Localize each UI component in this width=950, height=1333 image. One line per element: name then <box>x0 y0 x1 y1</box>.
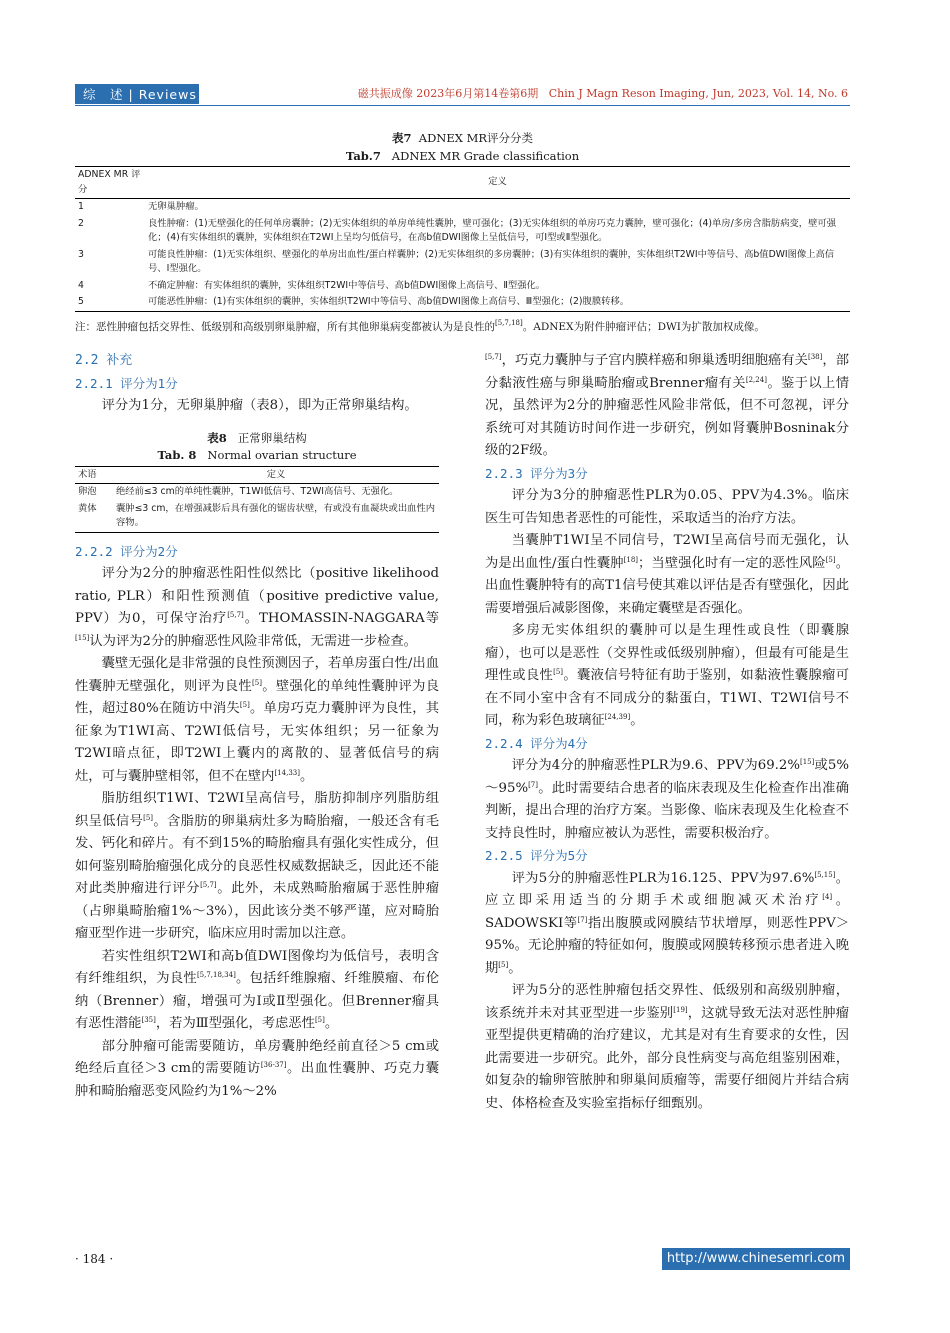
table7-grade-cell: 3 <box>78 248 84 260</box>
citation: [5,15] <box>814 870 836 879</box>
citation: [5,7,18,34] <box>196 971 236 979</box>
paragraph: 多房无实体组织的囊肿可以是生理性或良性（即囊腺瘤），也可以是恶性（交界性或低级别肿瘤），但最有可能是生理性或良性[5]。囊液信号特征有助于鉴别，如黏液性囊腺瘤可在不同小室中含有不同成分的黏蛋白，T1WI、T2WI信号不同，称为彩色玻璃征[24,39]。 <box>485 623 850 728</box>
table7-grade-cell: 2 <box>78 217 84 229</box>
table8-col-term: 术语 <box>78 468 97 480</box>
table8-term-cell: 卵泡 <box>78 486 97 497</box>
citation: [19] <box>673 1005 688 1014</box>
citation: [15] <box>75 633 90 642</box>
table8 <box>75 466 439 533</box>
paragraph: 部分肿瘤可能需要随访，单房囊肿绝经前直径＞5 cm或绝经后直径＞3 cm的需要随访[36-37]。出血性囊肿、巧克力囊肿和畸胎瘤恶变风险约为1%～2% <box>75 1038 439 1099</box>
table7-header-row <box>75 167 850 199</box>
citation: [5,7,18] <box>495 319 523 327</box>
table7-caption-en: Tab.7 ADNEX MR Grade classification <box>345 149 580 163</box>
citation: [15] <box>800 758 815 766</box>
paragraph: 囊壁无强化是非常强的良性预测因子，若单房蛋白性/出血性囊肿无壁强化，则评为良性[5]。壁强化的单纯性囊肿评为良性，超过80%在随访中消失[5]。单房巧克力囊肿评为良性，其征象为T1WI高、T2WI低信号，无实体组织；另一征象为T2WI暗点征，即T2WI上囊内的离散的、显著低信号的病灶，可与囊肿壁相邻，但不在壁内[14,33]。 <box>75 656 440 784</box>
section-label-cn: 综 述 <box>83 87 124 102</box>
paragraph-continued: [5,7]，巧克力囊肿与子宫内膜样癌和卵巢透明细胞癌有关[38]，部分黏液性癌与卵巢畸胎瘤或Brenner瘤有关[2,24]。鉴于以上情况，虽然评为2分的肿瘤恶性风险非常低，但不可忽视，评分系统可对其随访时间作进一步研究，例如肾囊肿Bosninak分级的2F级。 <box>485 353 850 458</box>
citation: [7] <box>577 915 588 924</box>
subsection-heading: 2.2.1 评分为1分 <box>75 375 178 391</box>
table8-block <box>75 430 439 533</box>
table7 <box>75 166 850 312</box>
page-number: · 184 · <box>75 1252 114 1266</box>
citation: [7] <box>528 780 538 789</box>
table-row <box>75 247 850 278</box>
citation: [5] <box>498 960 509 969</box>
citation: [5] <box>252 678 262 687</box>
paragraph: 若实性组织T2WI和高b值DWI图像均为低信号，表明含有纤维组织，为良性[5,7,18,34]。包括纤维腺瘤、纤维膜瘤、布伦纳（Brenner）瘤，增强可为Ⅰ或Ⅱ型强化。但Brenner瘤具有恶性潜能[35]，若为Ⅲ型强化，考虑恶性[5]。 <box>75 948 440 1031</box>
table7-grade-cell: 1 <box>78 201 84 212</box>
journal-title-cn: 磁共振成像 2023年6月第14卷第6期 <box>357 87 539 100</box>
journal-title-en: Chin J Magn Reson Imaging, Jun, 2023, Vol. 14, No. 6 <box>548 87 848 100</box>
citation: [5] <box>314 1016 325 1024</box>
subsection-heading: 2.2.4 评分为4分 <box>485 735 588 751</box>
citation: [5,7] <box>227 611 244 619</box>
section-label-en: Reviews <box>138 86 197 102</box>
citation: [18] <box>623 555 639 564</box>
citation: [36-37] <box>260 1061 287 1069</box>
table8-caption-en: Tab. 8 Normal ovarian structure <box>157 447 357 462</box>
table7-col-grade: ADNEX MR 评分 <box>78 169 141 195</box>
citation: [5,7] <box>485 353 502 361</box>
header-divider <box>75 105 850 106</box>
paragraph: 当囊肿T1WI呈不同信号，T2WI呈高信号而无强化，认为是出血性/蛋白性囊肿[18]；当壁强化时有一定的恶性风险[5]。出血性囊肿特有的高T1信号使其难以评估是否有壁强化，因此需要增强后减影图像，来确定囊壁是否强化。 <box>485 533 850 616</box>
table7-caption-cn: 表7 ADNEX MR评分分类 <box>391 131 534 145</box>
table7-def-cell: 良性肿瘤：(1)无壁强化的任何单房囊肿；(2)无实体组织的单房单纯性囊肿，壁可强化；(3)无实体组织的单房巧克力囊肿，壁可强化；(4)单房/多房含脂肪病变，壁可强化；(4)有实体组织的囊肿，实体组织在T2WI上呈均匀低信号，在高b值DWI图像上呈低信号，可Ⅰ型或Ⅱ型强化。 <box>148 217 836 243</box>
paragraph: 评为5分的恶性肿瘤包括交界性、低级别和高级别肿瘤，该系统并未对其亚型进一步鉴别[19]，这就导致无法对恶性肿瘤亚型提供更精确的治疗建议，尤其是对有生育要求的女性，因此需要进一步研究。此外，部分良性病变与高危组鉴别困难，如复杂的输卵管脓肿和卵巢间质瘤等，需要仔细阅片并结合病史、体格检查及实验室指标仔细甄别。 <box>485 983 850 1111</box>
citation: [14,33] <box>274 768 300 777</box>
paragraph: 评分为3分的肿瘤恶性PLR为0.05、PPV为4.3%。临床医生可告知患者恶性的可能性，采取适当的治疗方法。 <box>485 488 849 526</box>
table8-header-row <box>75 466 439 484</box>
subsection-heading: 2.2.2 评分为2分 <box>75 543 178 559</box>
table7-grade-cell: 4 <box>78 279 84 291</box>
table8-col-def: 定义 <box>266 468 286 480</box>
table7-col-def: 定义 <box>488 176 507 188</box>
subsection-heading: 2.2.5 评分为5分 <box>485 848 588 863</box>
paragraph: 评分为4分的肿瘤恶性PLR为9.6、PPV为69.2%[15]或5%～95%[7]。此时需要结合患者的临床表现及生化检查作出准确判断，提出合理的治疗方案。当影像、临床表现及生化检查不支持良性时，肿瘤应被认为恶性，需要积极治疗。 <box>485 758 849 841</box>
citation: [5] <box>553 668 564 676</box>
table8-def-cell: 绝经前≤3 cm的单纯性囊肿，T1WI低信号、T2WI高信号、无强化。 <box>116 486 399 497</box>
table-row <box>75 199 850 216</box>
journal-header <box>358 85 848 101</box>
table8-term-cell: 黄体 <box>78 502 97 514</box>
paragraph: 评为5分的肿瘤恶性PLR为16.125、PPV为97.6%[5,15]。应立即采用适当的分期手术或细胞减灭术治疗[4]。SADOWSKI等[7]指出腹膜或网膜结节状增厚，则恶性PPV＞95%。无论肿瘤的特征如何，腹膜或网膜转移预示患者进入晚期[5]。 <box>485 870 850 976</box>
citation: [24,39] <box>604 713 631 721</box>
paragraph: 评分为1分，无卵巢肿瘤（表8），即为正常卵巢结构。 <box>101 398 418 413</box>
section-separator: | <box>128 86 134 102</box>
table8-caption-cn: 表8 正常卵巢结构 <box>207 430 307 445</box>
table-row <box>75 501 439 533</box>
table7-def-cell: 可能恶性肿瘤：(1)有实体组织的囊肿，实体组织T2WI中等信号、高b值DWI图像上高信号、Ⅲ型强化；(2)腹膜转移。 <box>148 296 630 307</box>
table7-def-cell: 不确定肿瘤：有实体组织的囊肿，实体组织T2WI中等信号、高b值DWI图像上高信号、Ⅱ型强化。 <box>148 279 546 291</box>
citation: [38] <box>808 353 823 361</box>
table7-def-cell: 无卵巢肿瘤。 <box>148 201 204 212</box>
citation: [35] <box>141 1016 156 1024</box>
citation: [4] <box>822 893 833 901</box>
section-heading: 2.2 补充 <box>75 353 133 368</box>
table7-grade-cell: 5 <box>78 296 84 307</box>
table-row <box>75 484 439 501</box>
subsection-heading: 2.2.3 评分为3分 <box>485 465 588 481</box>
citation: [5] <box>143 813 154 822</box>
paragraph: 脂肪组织T1WI、T2WI呈高信号，脂肪抑制序列脂肪组织呈低信号[5]。含脂肪的卵巢病灶多为畸胎瘤，一般还含有毛发、钙化和碎片。有不到15%的畸胎瘤具有强化实性成分，但如何鉴别畸胎瘤强化成分的良恶性权威数据缺乏，因此还不能对此类肿瘤进行评分[5,7]。此外，未成熟畸胎瘤属于恶性肿瘤（占卵巢畸胎瘤1%～3%），因此该分类不够严谨，应对畸胎瘤亚型作进一步研究，临床应用时需加以注意。 <box>75 791 440 941</box>
table-row <box>75 278 850 295</box>
citation: [5,7] <box>200 881 217 889</box>
citation: [5] <box>825 555 836 564</box>
paragraph: 评分为2分的肿瘤恶性阳性似然比（positive likelihood ratio, PLR）和阳性预测值（positive predictive value, PPV）为0，可保守治疗[5,7]。THOMASSIN-NAGGARA等[15]认为评为2分的肿瘤恶性风险非常低，无需进一步检查。 <box>75 566 439 649</box>
section-badge <box>75 84 199 104</box>
journal-url-link[interactable]: http://www.chinesemri.com <box>662 1248 850 1270</box>
citation: [5] <box>239 701 250 709</box>
table-row <box>75 294 850 311</box>
right-column <box>485 350 849 1115</box>
table-row <box>75 216 850 247</box>
citation: [2,24] <box>745 375 767 384</box>
table7-def-cell: 可能良性肿瘤：(1)无实体组织、壁强化的单房出血性/蛋白样囊肿；(2)无实体组织的多房囊肿；(3)有实体组织的囊肿，实体组织T2WI中等信号、高b值DWI图像上高信号、Ⅰ型强化。 <box>148 248 835 274</box>
table8-def-cell: 囊肿≤3 cm，在增强减影后具有强化的锯齿状壁，有或没有血凝块或出血性内容物。 <box>116 502 436 528</box>
left-column <box>75 350 439 1103</box>
table7-note: 注：恶性肿瘤包括交界性、低级别和高级别卵巢肿瘤，所有其他卵巢病变都被认为是良性的[5,7,18]。ADNEX为附件肿瘤评估；DWI为扩散加权成像。 <box>75 319 765 333</box>
